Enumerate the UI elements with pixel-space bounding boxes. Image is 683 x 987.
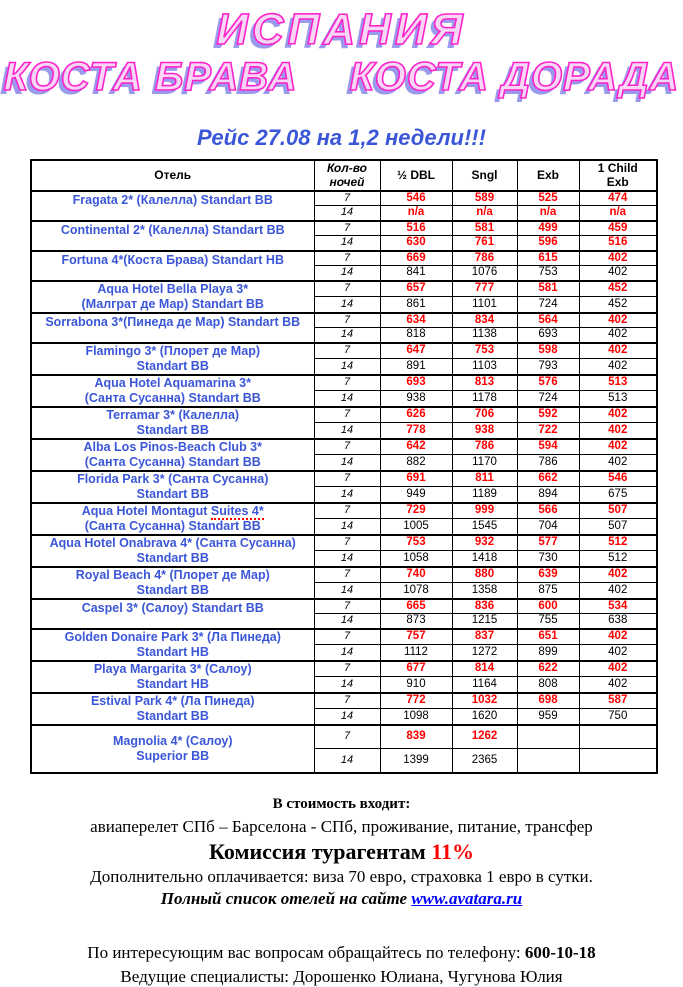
price-value: 1103 — [452, 359, 517, 375]
hotel-name: Alba Los Pinos-Beach Club 3* (Санта Сусанна) Standart BB — [31, 439, 314, 471]
price-value: 516 — [380, 221, 452, 236]
nights-value: 14 — [314, 236, 380, 251]
price-value: 839 — [380, 725, 452, 749]
price-value: 837 — [452, 629, 517, 645]
price-value: 634 — [380, 313, 452, 328]
price-value: 722 — [517, 423, 579, 439]
price-value: 452 — [579, 297, 657, 313]
price-value: 596 — [517, 236, 579, 251]
price-value: 642 — [380, 439, 452, 455]
price-value: 1178 — [452, 391, 517, 407]
nights-value: 14 — [314, 551, 380, 567]
nights-value: 7 — [314, 407, 380, 423]
price-value: 1032 — [452, 693, 517, 709]
hotel-name: Flamingo 3* (Плорет де Мар) Standart BB — [31, 343, 314, 375]
price-value: 693 — [380, 375, 452, 391]
website-link[interactable]: www.avatara.ru — [411, 888, 523, 908]
price-table-row — [31, 725, 657, 749]
price-value: 1418 — [452, 551, 517, 567]
price-value: 512 — [579, 551, 657, 567]
price-value: 402 — [579, 645, 657, 661]
price-value: 1545 — [452, 519, 517, 535]
price-value: n/a — [579, 206, 657, 221]
price-value: 402 — [579, 583, 657, 599]
price-value: 753 — [517, 266, 579, 281]
page-footer — [0, 796, 683, 987]
nights-value: 14 — [314, 328, 380, 343]
price-value: 592 — [517, 407, 579, 423]
flight-subtitle: Рейс 27.08 на 1,2 недели!!! — [197, 124, 486, 150]
price-value: 894 — [517, 487, 579, 503]
price-value: 513 — [579, 391, 657, 407]
price-value: 402 — [579, 455, 657, 471]
price-value: 452 — [579, 281, 657, 297]
price-value: 1101 — [452, 297, 517, 313]
price-value: 507 — [579, 519, 657, 535]
price-value: 402 — [579, 359, 657, 375]
nights-value: 14 — [314, 645, 380, 661]
nights-value: 7 — [314, 661, 380, 677]
price-table — [30, 159, 658, 774]
col-header-exb: Exb — [517, 160, 579, 191]
price-value: 899 — [517, 645, 579, 661]
price-table-row — [31, 661, 657, 677]
col-header-child-exb: 1 Child Exb — [579, 160, 657, 191]
price-value: 786 — [452, 251, 517, 266]
price-value: 841 — [380, 266, 452, 281]
price-table-header — [31, 160, 657, 191]
price-value: 730 — [517, 551, 579, 567]
price-value: 402 — [579, 313, 657, 328]
nights-value: 14 — [314, 677, 380, 693]
nights-value: 7 — [314, 567, 380, 583]
price-value: 615 — [517, 251, 579, 266]
price-value: 761 — [452, 236, 517, 251]
price-value: 1215 — [452, 614, 517, 629]
price-value: 808 — [517, 677, 579, 693]
price-value: 669 — [380, 251, 452, 266]
price-value: 875 — [517, 583, 579, 599]
price-value: 1098 — [380, 709, 452, 725]
price-value: 999 — [452, 503, 517, 519]
price-table-row — [31, 567, 657, 583]
price-value: 566 — [517, 503, 579, 519]
price-table-row — [31, 375, 657, 391]
price-table-row — [31, 599, 657, 614]
price-value: 665 — [380, 599, 452, 614]
price-table-row — [31, 313, 657, 328]
title-region-costa-dorada: КОСТА ДОРАДА — [349, 54, 680, 99]
price-value: 729 — [380, 503, 452, 519]
price-table-row — [31, 191, 657, 206]
price-value: 811 — [452, 471, 517, 487]
nights-value: 14 — [314, 297, 380, 313]
price-value: 793 — [517, 359, 579, 375]
price-value: 675 — [579, 487, 657, 503]
price-value: 880 — [452, 567, 517, 583]
price-value: 638 — [579, 614, 657, 629]
spellcheck-underline: Suites 4* — [210, 503, 264, 518]
page-header — [0, 0, 683, 99]
hotel-name: Sorrabona 3*(Пинеда де Мар) Standart BB — [31, 313, 314, 343]
nights-value: 14 — [314, 266, 380, 281]
price-value: 402 — [579, 439, 657, 455]
hotel-name: Magnolia 4* (Салоу) Superior BB — [31, 725, 314, 773]
price-value: 1272 — [452, 645, 517, 661]
price-value: 581 — [452, 221, 517, 236]
nights-value: 7 — [314, 439, 380, 455]
price-value: 402 — [579, 661, 657, 677]
price-value: 704 — [517, 519, 579, 535]
col-header-sngl: Sngl — [452, 160, 517, 191]
price-value: 564 — [517, 313, 579, 328]
price-table-row — [31, 407, 657, 423]
price-table-row — [31, 281, 657, 297]
price-value: 402 — [579, 677, 657, 693]
hotel-name: Aqua Hotel Bella Playa 3* (Малграт де Мар) Standart BB — [31, 281, 314, 313]
price-value: 662 — [517, 471, 579, 487]
price-value: 576 — [517, 375, 579, 391]
col-header-hotel: Отель — [31, 160, 314, 191]
price-value: 724 — [517, 391, 579, 407]
price-value: 581 — [517, 281, 579, 297]
price-value: 959 — [517, 709, 579, 725]
price-value: 499 — [517, 221, 579, 236]
nights-value: 7 — [314, 629, 380, 645]
price-value — [517, 725, 579, 749]
price-value: 622 — [517, 661, 579, 677]
price-table-row — [31, 535, 657, 551]
price-table-row — [31, 439, 657, 455]
nights-value: 7 — [314, 221, 380, 236]
commission-percent: 11% — [431, 838, 474, 864]
included-title: В стоимость входит: — [272, 795, 411, 812]
price-table-row — [31, 471, 657, 487]
price-value: 814 — [452, 661, 517, 677]
title-region-costa-brava: КОСТА БРАВА — [3, 54, 298, 99]
price-value: 1112 — [380, 645, 452, 661]
nights-value: 14 — [314, 583, 380, 599]
price-value: 402 — [579, 266, 657, 281]
price-value: 1076 — [452, 266, 517, 281]
price-value: 1164 — [452, 677, 517, 693]
price-value: 861 — [380, 297, 452, 313]
specialists-line: Ведущие специалисты: Дорошенко Юлиана, Чугунова Юлия — [120, 966, 563, 986]
price-value: 836 — [452, 599, 517, 614]
price-value: 932 — [452, 535, 517, 551]
price-value: 1620 — [452, 709, 517, 725]
price-value: 587 — [579, 693, 657, 709]
price-value: 630 — [380, 236, 452, 251]
price-value: 525 — [517, 191, 579, 206]
nights-value: 7 — [314, 191, 380, 206]
price-value: 1399 — [380, 749, 452, 773]
price-value: 589 — [452, 191, 517, 206]
price-value: 724 — [517, 297, 579, 313]
price-value: 1170 — [452, 455, 517, 471]
col-header-nights: Кол-во ночей — [314, 160, 380, 191]
nights-value: 14 — [314, 391, 380, 407]
price-value: 1138 — [452, 328, 517, 343]
price-value: 516 — [579, 236, 657, 251]
price-value: 873 — [380, 614, 452, 629]
hotel-name: Playa Margarita 3* (Салоу) Standart HB — [31, 661, 314, 693]
price-value: 600 — [517, 599, 579, 614]
price-value: 786 — [452, 439, 517, 455]
price-value — [579, 749, 657, 773]
nights-value: 14 — [314, 455, 380, 471]
price-value: 512 — [579, 535, 657, 551]
price-value: 507 — [579, 503, 657, 519]
price-value: 402 — [579, 629, 657, 645]
price-value: 577 — [517, 535, 579, 551]
nights-value: 14 — [314, 749, 380, 773]
nights-value: 7 — [314, 725, 380, 749]
price-value: 598 — [517, 343, 579, 359]
price-value: 813 — [452, 375, 517, 391]
price-value: 706 — [452, 407, 517, 423]
price-value: 1058 — [380, 551, 452, 567]
price-table-row — [31, 629, 657, 645]
price-value: 938 — [452, 423, 517, 439]
price-value: 546 — [380, 191, 452, 206]
hotel-name: Aqua Hotel Onabrava 4* (Санта Сусанна) Standart BB — [31, 535, 314, 567]
site-line: Полный список отелей на сайте www.avatara.ru — [160, 888, 523, 908]
price-value: 2365 — [452, 749, 517, 773]
price-value: 657 — [380, 281, 452, 297]
price-value: 626 — [380, 407, 452, 423]
hotel-name: Continental 2* (Калелла) Standart BB — [31, 221, 314, 251]
price-value: 651 — [517, 629, 579, 645]
price-value: 753 — [380, 535, 452, 551]
price-value: 693 — [517, 328, 579, 343]
nights-value: 7 — [314, 503, 380, 519]
phone-line: По интересующим вас вопросам обращайтесь по телефону: 600-10-18 — [87, 942, 596, 962]
price-value — [579, 725, 657, 749]
price-value: 834 — [452, 313, 517, 328]
phone-number: 600-10-18 — [524, 942, 596, 962]
price-table-row — [31, 221, 657, 236]
hotel-name: Golden Donaire Park 3* (Ла Пинеда) Standart HB — [31, 629, 314, 661]
nights-value: 14 — [314, 206, 380, 221]
nights-value: 14 — [314, 519, 380, 535]
price-value: 750 — [579, 709, 657, 725]
included-text: авиаперелет СПб – Барселона - СПб, проживание, питание, трансфер — [90, 816, 593, 836]
price-table-row — [31, 251, 657, 266]
hotel-name: Estival Park 4* (Ла Пинеда) Standart BB — [31, 693, 314, 725]
price-value: n/a — [452, 206, 517, 221]
nights-value: 14 — [314, 487, 380, 503]
price-value: 402 — [579, 251, 657, 266]
nights-value: 7 — [314, 693, 380, 709]
price-value: 777 — [452, 281, 517, 297]
price-value: 698 — [517, 693, 579, 709]
nights-value: 14 — [314, 423, 380, 439]
price-value: 402 — [579, 423, 657, 439]
title-regions — [0, 56, 683, 99]
price-value — [517, 749, 579, 773]
hotel-name: Caspel 3* (Салоу) Standart BB — [31, 599, 314, 629]
price-value: 786 — [517, 455, 579, 471]
nights-value: 7 — [314, 313, 380, 328]
col-header-half-dbl: ½ DBL — [380, 160, 452, 191]
price-value: 639 — [517, 567, 579, 583]
price-value: n/a — [517, 206, 579, 221]
price-value: 1358 — [452, 583, 517, 599]
price-value: 594 — [517, 439, 579, 455]
price-value: 402 — [579, 328, 657, 343]
commission-line: Комиссия турагентам 11% — [209, 838, 474, 864]
price-value: 1078 — [380, 583, 452, 599]
price-value: 938 — [380, 391, 452, 407]
nights-value: 7 — [314, 375, 380, 391]
nights-value: 7 — [314, 535, 380, 551]
price-value: 402 — [579, 407, 657, 423]
price-value: 1262 — [452, 725, 517, 749]
price-table-body — [31, 191, 657, 773]
hotel-name: Royal Beach 4* (Плорет де Мар) Standart BB — [31, 567, 314, 599]
price-value: 1189 — [452, 487, 517, 503]
price-value: 647 — [380, 343, 452, 359]
price-value: 677 — [380, 661, 452, 677]
price-value: 402 — [579, 343, 657, 359]
hotel-name: Florida Park 3* (Санта Сусанна) Standart BB — [31, 471, 314, 503]
price-value: 534 — [579, 599, 657, 614]
nights-value: 14 — [314, 709, 380, 725]
nights-value: 7 — [314, 251, 380, 266]
price-value: 755 — [517, 614, 579, 629]
nights-value: 14 — [314, 359, 380, 375]
hotel-name: Terramar 3* (Калелла) Standart BB — [31, 407, 314, 439]
price-value: 757 — [380, 629, 452, 645]
price-table-row — [31, 693, 657, 709]
price-table-row — [31, 343, 657, 359]
price-value: 882 — [380, 455, 452, 471]
price-value: 778 — [380, 423, 452, 439]
price-value: 910 — [380, 677, 452, 693]
price-value: 818 — [380, 328, 452, 343]
nights-value: 7 — [314, 471, 380, 487]
extra-costs-text: Дополнительно оплачивается: виза 70 евро, страховка 1 евро в сутки. — [90, 866, 593, 886]
hotel-name: Fragata 2* (Калелла) Standart BB — [31, 191, 314, 221]
price-value: 474 — [579, 191, 657, 206]
price-value: 402 — [579, 567, 657, 583]
price-value: 459 — [579, 221, 657, 236]
price-value: 1005 — [380, 519, 452, 535]
hotel-name: Fortuna 4*(Коста Брава) Standart HB — [31, 251, 314, 281]
price-table-row — [31, 503, 657, 519]
price-value: n/a — [380, 206, 452, 221]
price-value: 691 — [380, 471, 452, 487]
nights-value: 7 — [314, 599, 380, 614]
price-value: 740 — [380, 567, 452, 583]
hotel-name: Aqua Hotel Aquamarina 3* (Санта Сусанна) Standart BB — [31, 375, 314, 407]
hotel-name: Aqua Hotel Montagut Suites 4* (Санта Сусанна) Standart BB — [31, 503, 314, 535]
nights-value: 7 — [314, 343, 380, 359]
price-value: 753 — [452, 343, 517, 359]
title-country: ИСПАНИЯ — [216, 5, 467, 54]
price-value: 891 — [380, 359, 452, 375]
nights-value: 14 — [314, 614, 380, 629]
price-value: 513 — [579, 375, 657, 391]
price-value: 772 — [380, 693, 452, 709]
price-value: 546 — [579, 471, 657, 487]
nights-value: 7 — [314, 281, 380, 297]
price-value: 949 — [380, 487, 452, 503]
